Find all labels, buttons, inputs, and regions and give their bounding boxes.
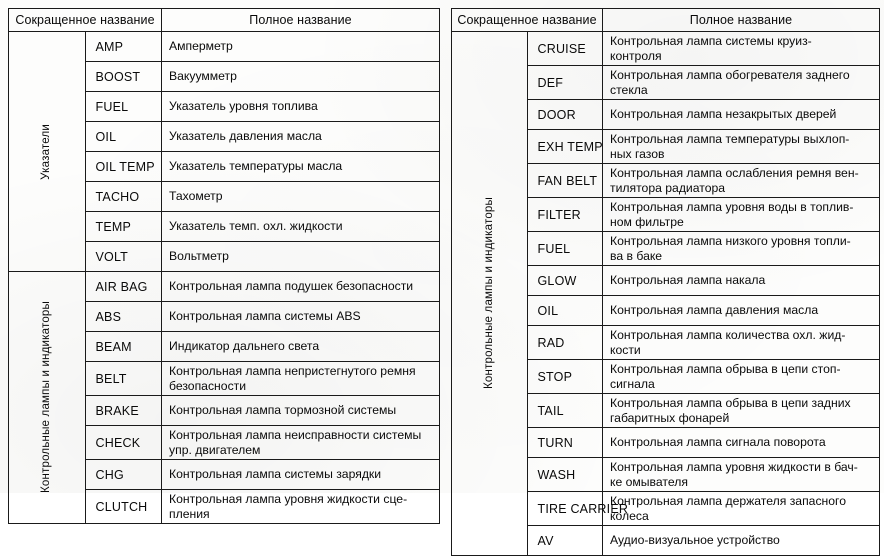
tables-container bbox=[8, 8, 874, 548]
full-name-line-1: Указатель темп. охл. жидкости bbox=[169, 219, 343, 234]
full-name-cell bbox=[162, 490, 440, 524]
full-name-line-2: контроля bbox=[610, 48, 662, 63]
full-name-line-1: Аудио-визуальное устройство bbox=[610, 533, 780, 548]
abbreviation-cell: FUEL bbox=[85, 92, 162, 122]
abbreviation-cell: BOOST bbox=[85, 62, 162, 92]
full-name-line-1: Контрольная лампа ослабления ремня вен- bbox=[610, 166, 859, 181]
abbreviation-cell: RAD bbox=[527, 326, 603, 360]
full-name-line-2: безопасности bbox=[169, 378, 247, 393]
group-label-1 bbox=[9, 32, 86, 272]
full-name-line-1: Контрольная лампа непристегнутого ремня bbox=[169, 364, 416, 379]
abbreviation-cell: TAIL bbox=[527, 394, 603, 428]
full-name-line-2: упр. двигателем bbox=[169, 442, 261, 457]
full-name-line-1: Контрольная лампа давления масла bbox=[610, 303, 819, 318]
full-name-cell bbox=[603, 66, 880, 100]
full-name-cell bbox=[162, 92, 440, 122]
abbreviation-cell: CHECK bbox=[85, 426, 162, 460]
full-name-cell bbox=[162, 62, 440, 92]
full-name-line-1: Вольтметр bbox=[169, 249, 229, 264]
warning-lamps-table bbox=[451, 8, 880, 556]
full-name-line-1: Контрольная лампа незакрытых дверей bbox=[610, 107, 837, 122]
full-name-line-1: Тахометр bbox=[169, 189, 223, 204]
abbreviation-cell: TEMP bbox=[85, 212, 162, 242]
full-name-line-2: тилятора радиатора bbox=[610, 180, 726, 195]
abbreviation-cell: GLOW bbox=[527, 266, 603, 296]
full-name-cell bbox=[162, 302, 440, 332]
full-name-line-1: Контрольная лампа сигнала поворота bbox=[610, 435, 826, 450]
full-name-line-1: Контрольная лампа держателя запасного bbox=[610, 494, 847, 509]
abbreviation-cell: BELT bbox=[85, 362, 162, 396]
left-header-full-name: Полное название bbox=[162, 9, 440, 32]
right-table-body bbox=[452, 32, 880, 556]
full-name-cell bbox=[162, 362, 440, 396]
abbreviation-cell: DEF bbox=[527, 66, 603, 100]
abbreviation-cell: CRUISE bbox=[527, 32, 603, 66]
full-name-line-2: кости bbox=[610, 342, 641, 357]
full-name-line-1: Контрольная лампа низкого уровня топли- bbox=[610, 234, 851, 249]
full-name-cell bbox=[162, 32, 440, 62]
abbreviation-cell: BRAKE bbox=[85, 396, 162, 426]
full-name-line-1: Контрольная лампа обрыва в цепи стоп- bbox=[610, 362, 841, 377]
group-label-text: Контрольные лампы и индикаторы bbox=[482, 197, 495, 390]
full-name-line-1: Указатель давления масла bbox=[169, 129, 322, 144]
abbreviation-cell: ABS bbox=[85, 302, 162, 332]
left-table-body bbox=[9, 32, 440, 524]
abbreviation-cell: OIL TEMP bbox=[85, 152, 162, 182]
full-name-cell bbox=[603, 458, 880, 492]
full-name-cell bbox=[603, 296, 880, 326]
gauges-and-lamps-table bbox=[8, 8, 440, 524]
abbreviation-cell: FAN BELT bbox=[527, 164, 603, 198]
full-name-cell bbox=[603, 526, 880, 556]
left-header-row bbox=[9, 9, 440, 32]
full-name-line-1: Контрольная лампа системы круиз- bbox=[610, 34, 812, 49]
abbreviation-cell: WASH bbox=[527, 458, 603, 492]
full-name-line-1: Контрольная лампа тормозной системы bbox=[169, 403, 397, 418]
abbreviation-cell: FUEL bbox=[527, 232, 603, 266]
abbreviation-cell: TIRE CARRIER bbox=[527, 492, 603, 526]
abbreviation-cell: VOLT bbox=[85, 242, 162, 272]
full-name-line-1: Контрольная лампа системы зарядки bbox=[169, 467, 382, 482]
full-name-cell bbox=[603, 100, 880, 130]
group-label-text: Контрольные лампы и индикаторы bbox=[40, 301, 52, 494]
abbreviation-cell: AMP bbox=[85, 32, 162, 62]
full-name-line-1: Амперметр bbox=[169, 39, 233, 54]
full-name-line-1: Контрольная лампа обогревателя заднего bbox=[610, 68, 850, 83]
abbreviation-cell: CLUTCH bbox=[85, 490, 162, 524]
full-name-cell bbox=[603, 266, 880, 296]
full-name-cell bbox=[603, 428, 880, 458]
table-row bbox=[452, 32, 880, 66]
full-name-line-1: Вакуумметр bbox=[169, 69, 237, 84]
full-name-cell bbox=[603, 492, 880, 526]
full-name-cell bbox=[603, 32, 880, 66]
full-name-cell bbox=[603, 164, 880, 198]
full-name-line-1: Указатель уровня топлива bbox=[169, 99, 318, 114]
right-header-row bbox=[452, 9, 880, 32]
full-name-line-1: Контрольная лампа уровня жидкости сце- bbox=[169, 492, 408, 507]
full-name-cell bbox=[162, 182, 440, 212]
abbreviation-cell: OIL bbox=[527, 296, 603, 326]
full-name-line-2: ке омывателя bbox=[610, 474, 688, 489]
full-name-cell bbox=[162, 122, 440, 152]
full-name-cell bbox=[162, 396, 440, 426]
abbreviation-cell: TACHO bbox=[85, 182, 162, 212]
full-name-line-1: Контрольная лампа обрыва в цепи задних bbox=[610, 396, 851, 411]
full-name-cell bbox=[603, 198, 880, 232]
full-name-line-1: Указатель температуры масла bbox=[169, 159, 343, 174]
full-name-line-1: Контрольная лампа уровня воды в топлив- bbox=[610, 200, 854, 215]
full-name-cell bbox=[162, 460, 440, 490]
full-name-cell bbox=[603, 360, 880, 394]
table-row bbox=[9, 272, 440, 302]
left-table-head bbox=[9, 9, 440, 32]
full-name-line-2: сигнала bbox=[610, 376, 655, 391]
left-header-abbreviation: Сокращенное название bbox=[9, 9, 162, 32]
right-table-head bbox=[452, 9, 880, 32]
full-name-line-2: ном фильтре bbox=[610, 214, 684, 229]
group-label-1 bbox=[452, 32, 528, 556]
abbreviation-cell: EXH TEMP bbox=[527, 130, 603, 164]
table-row bbox=[9, 32, 440, 62]
right-header-full-name: Полное название bbox=[603, 9, 880, 32]
full-name-line-1: Контрольная лампа накала bbox=[610, 273, 766, 288]
full-name-cell bbox=[603, 326, 880, 360]
full-name-cell bbox=[603, 394, 880, 428]
abbreviation-cell: OIL bbox=[85, 122, 162, 152]
group-label-text: Указатели bbox=[40, 123, 52, 180]
full-name-cell bbox=[162, 332, 440, 362]
abbreviation-cell: STOP bbox=[527, 360, 603, 394]
full-name-line-1: Контрольная лампа системы ABS bbox=[169, 309, 361, 324]
abbreviation-cell: BEAM bbox=[85, 332, 162, 362]
right-header-abbreviation: Сокращенное название bbox=[452, 9, 603, 32]
abbreviation-cell: AIR BAG bbox=[85, 272, 162, 302]
full-name-line-2: габаритных фонарей bbox=[610, 410, 730, 425]
full-name-line-2: стекла bbox=[610, 82, 648, 97]
full-name-line-1: Контрольная лампа температуры выхлоп- bbox=[610, 132, 850, 147]
full-name-cell bbox=[162, 242, 440, 272]
full-name-line-1: Контрольная лампа неисправности системы bbox=[169, 428, 422, 443]
full-name-cell bbox=[162, 152, 440, 182]
full-name-line-2: ва в баке bbox=[610, 248, 663, 263]
group-label-2 bbox=[9, 272, 86, 524]
full-name-line-2: ных газов bbox=[610, 146, 665, 161]
full-name-line-1: Контрольная лампа количества охл. жид- bbox=[610, 328, 846, 343]
abbreviation-cell: CHG bbox=[85, 460, 162, 490]
full-name-line-1: Контрольная лампа уровня жидкости в бач- bbox=[610, 460, 858, 475]
full-name-line-2: пления bbox=[169, 506, 210, 521]
abbreviation-cell: AV bbox=[527, 526, 603, 556]
full-name-cell bbox=[162, 212, 440, 242]
abbreviation-cell: FILTER bbox=[527, 198, 603, 232]
abbreviation-cell: TURN bbox=[527, 428, 603, 458]
full-name-cell bbox=[162, 272, 440, 302]
full-name-cell bbox=[603, 130, 880, 164]
full-name-line-1: Индикатор дальнего света bbox=[169, 339, 320, 354]
full-name-line-2: колеса bbox=[610, 508, 649, 523]
full-name-cell bbox=[162, 426, 440, 460]
full-name-cell bbox=[603, 232, 880, 266]
full-name-line-1: Контрольная лампа подушек безопасности bbox=[169, 279, 414, 294]
abbreviation-cell: DOOR bbox=[527, 100, 603, 130]
